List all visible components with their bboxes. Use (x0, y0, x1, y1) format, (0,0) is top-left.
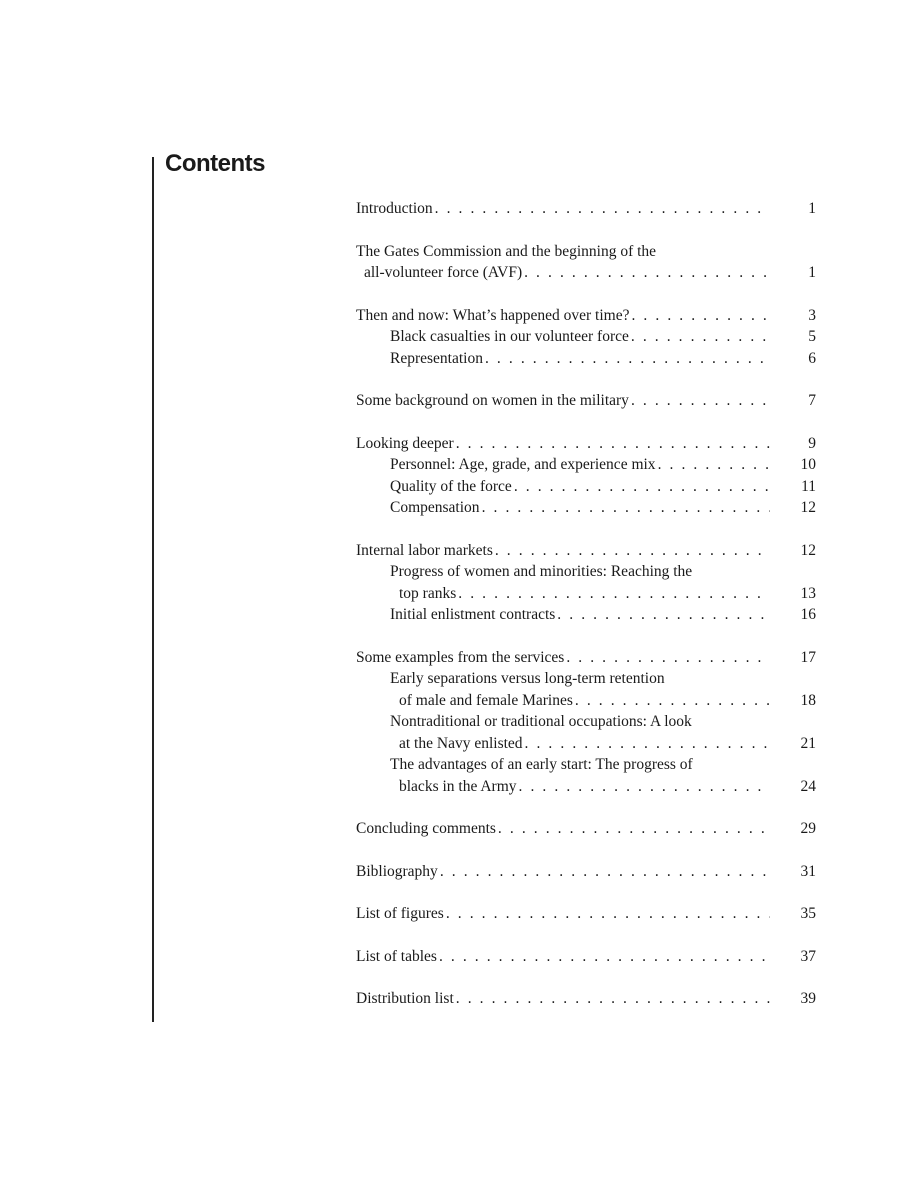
toc-entry-title: Looking deeper (356, 434, 454, 452)
toc-subentry-title-line: Progress of women and minorities: Reaching the (390, 563, 693, 580)
toc-entry-title: Black casualties in our volunteer force (390, 328, 629, 345)
toc-subentry[interactable] (356, 776, 816, 798)
toc-entry-page: 6 (808, 349, 816, 367)
toc-entry-title: List of figures (356, 905, 444, 922)
toc-entry-title: blacks in the Army (399, 777, 517, 795)
dot-leader (435, 198, 770, 220)
toc-section-then-now (356, 305, 816, 370)
dot-leader (456, 988, 770, 1010)
toc-section-distribution (356, 988, 816, 1010)
toc-subentry[interactable] (356, 326, 816, 348)
toc-section-looking-deeper (356, 433, 816, 519)
toc-entry-title: Representation (390, 349, 483, 367)
toc-entry[interactable] (356, 390, 816, 412)
dot-leader (446, 903, 770, 925)
dot-leader (519, 776, 770, 798)
toc-subentry[interactable] (356, 497, 816, 519)
dot-leader (482, 497, 770, 519)
toc-entry-page: 1 (808, 200, 816, 217)
toc-subentry[interactable] (356, 733, 816, 755)
toc-entry-page: 10 (800, 456, 816, 473)
dot-leader (495, 540, 770, 562)
toc-entry[interactable] (356, 861, 816, 883)
toc-section-tables (356, 946, 816, 968)
dot-leader (631, 390, 770, 412)
toc-entry-page: 17 (800, 648, 816, 666)
dot-leader (575, 690, 770, 712)
toc-subentry[interactable] (356, 476, 816, 498)
toc-entry-title: Then and now: What’s happened over time? (356, 306, 630, 324)
toc-subentry[interactable] (356, 690, 816, 712)
toc-entry-page: 9 (808, 434, 816, 452)
toc-subentry[interactable] (356, 604, 816, 626)
toc-entry[interactable] (356, 988, 816, 1010)
toc-entry-title: of male and female Marines (399, 691, 573, 709)
toc-entry-title-line: The Gates Commission and the beginning of the (356, 242, 657, 260)
toc-subentry[interactable] (356, 454, 816, 476)
toc-entry-title: Quality of the force (390, 477, 512, 495)
dot-leader (456, 433, 770, 455)
toc-entry-page: 29 (800, 820, 816, 837)
toc-subentry[interactable] (356, 583, 816, 605)
toc-section-examples (356, 647, 816, 798)
toc-subentry-title-line: Early separations versus long-term retention (390, 670, 665, 687)
toc-entry[interactable] (356, 262, 816, 284)
toc-entry-page: 12 (800, 499, 816, 516)
toc-entry-page: 39 (800, 990, 816, 1007)
toc-subentry-title-line: Nontraditional or traditional occupations: A look (390, 713, 692, 730)
toc-entry[interactable] (356, 540, 816, 562)
toc-entry-page: 37 (800, 947, 816, 965)
toc-entry-title: Initial enlistment contracts (390, 606, 556, 623)
dot-leader (566, 647, 770, 669)
toc-entry[interactable] (356, 818, 816, 840)
margin-rule (152, 157, 154, 1022)
toc-entry-title: at the Navy enlisted (399, 734, 523, 752)
toc-entry-page: 12 (800, 541, 816, 559)
toc-section-figures (356, 903, 816, 925)
toc-entry[interactable] (356, 903, 816, 925)
toc-entry-page: 1 (808, 264, 816, 281)
toc-entry-title: Compensation (390, 499, 480, 516)
toc-entry[interactable] (356, 946, 816, 968)
toc-entry-page: 35 (800, 905, 816, 922)
toc-section-women-background (356, 390, 816, 412)
toc-entry-title: Concluding comments (356, 820, 496, 837)
toc-entry-page: 24 (800, 777, 816, 795)
table-of-contents (356, 198, 816, 1031)
toc-section-introduction (356, 198, 816, 220)
toc-entry-title: Introduction (356, 200, 433, 217)
dot-leader (631, 305, 770, 327)
toc-entry[interactable] (356, 433, 816, 455)
toc-subentry[interactable] (356, 348, 816, 370)
dot-leader (498, 818, 770, 840)
toc-entry-title: Some background on women in the military (356, 392, 629, 409)
dot-leader (658, 454, 770, 476)
toc-entry-page: 7 (808, 392, 816, 409)
toc-entry[interactable] (356, 198, 816, 220)
toc-entry-page: 31 (800, 862, 816, 880)
dot-leader (458, 583, 770, 605)
toc-entry-title: top ranks (399, 584, 457, 602)
page-title: Contents (165, 150, 265, 177)
toc-entry-page: 13 (800, 584, 816, 602)
toc-entry-page: 11 (801, 477, 816, 495)
dot-leader (524, 262, 770, 284)
toc-entry-title: all-volunteer force (AVF) (364, 264, 523, 281)
toc-section-labor-markets (356, 540, 816, 626)
toc-entry-title: Some examples from the services (356, 648, 565, 666)
toc-entry-title: Internal labor markets (356, 541, 493, 559)
dot-leader (525, 733, 770, 755)
toc-subentry-title-line: The advantages of an early start: The progress of (390, 756, 693, 773)
toc-section-concluding (356, 818, 816, 840)
toc-entry-title: Personnel: Age, grade, and experience mix (390, 456, 656, 473)
dot-leader (514, 476, 770, 498)
dot-leader (631, 326, 770, 348)
toc-entry-page: 5 (808, 328, 816, 345)
dot-leader (557, 604, 770, 626)
dot-leader (439, 946, 770, 968)
toc-entry-title: Distribution list (356, 990, 454, 1007)
toc-section-gates (356, 241, 816, 284)
toc-entry-page: 21 (800, 734, 816, 752)
dot-leader (485, 348, 770, 370)
toc-entry[interactable] (356, 305, 816, 327)
toc-entry-title: Bibliography (356, 862, 438, 880)
toc-section-bibliography (356, 861, 816, 883)
toc-entry-page: 3 (808, 306, 816, 324)
toc-entry-page: 16 (800, 606, 816, 623)
dot-leader (440, 861, 770, 883)
toc-entry-title: List of tables (356, 947, 437, 965)
toc-entry[interactable] (356, 647, 816, 669)
toc-entry-page: 18 (800, 691, 816, 709)
